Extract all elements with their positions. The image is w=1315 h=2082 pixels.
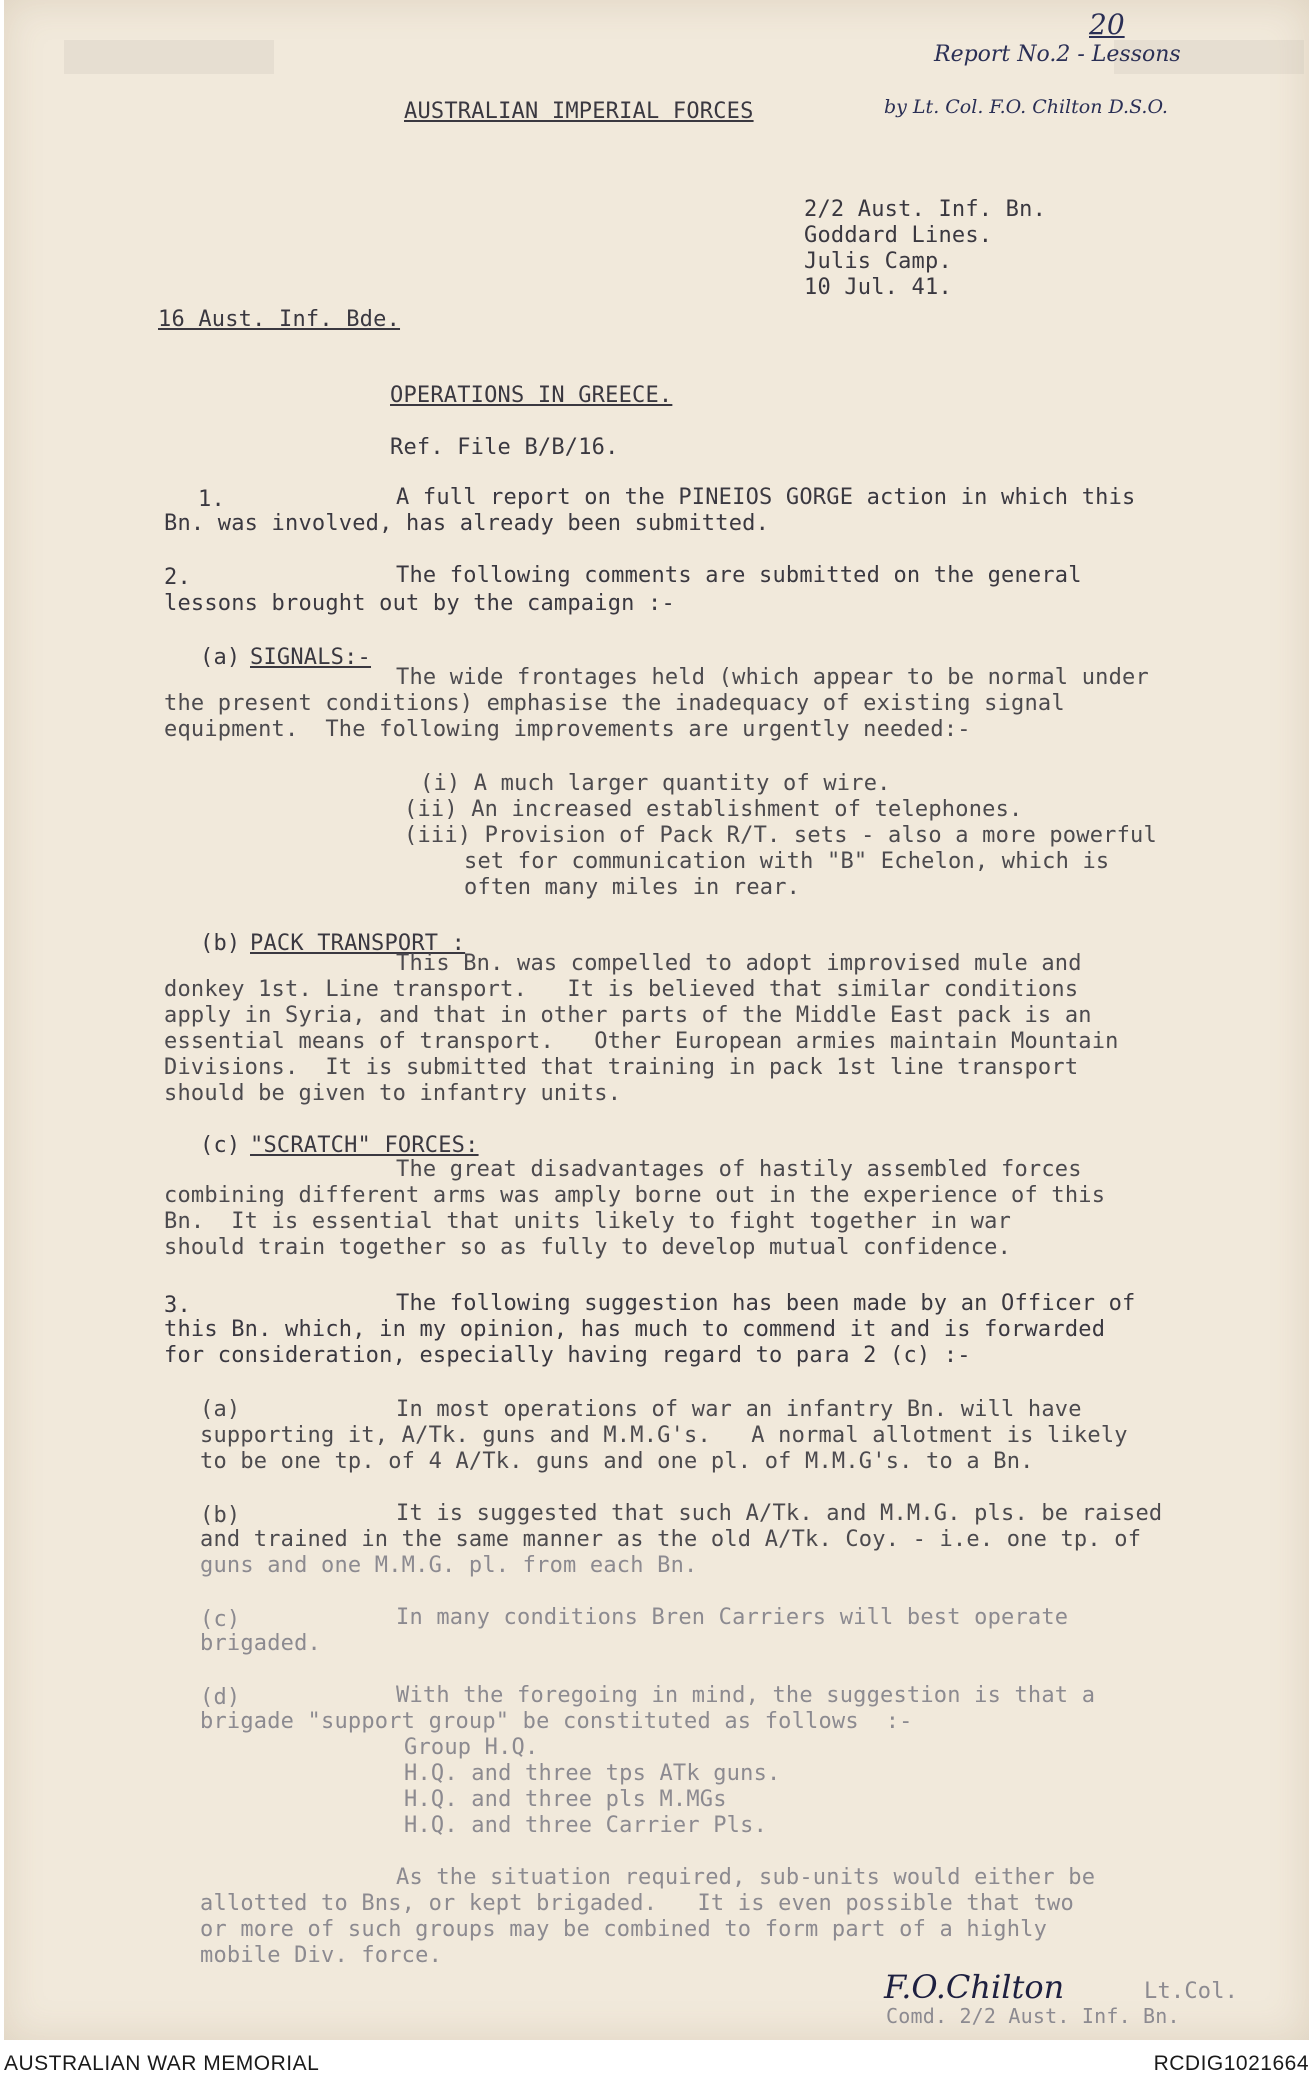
- para-number: 3.: [164, 1293, 191, 1318]
- list-item: (i) A much larger quantity of wire.: [420, 771, 891, 796]
- file-reference: Ref. File B/B/16.: [390, 435, 619, 460]
- footer-credit: AUSTRALIAN WAR MEMORIAL: [4, 2052, 320, 2075]
- addressee: 16 Aust. Inf. Bde.: [158, 307, 401, 332]
- sub-line: and trained in the same manner as the old A/Tk. Coy. - i.e. one tp. of: [200, 1527, 1142, 1552]
- section-line: This Bn. was compelled to adopt improvised mule and: [396, 951, 1082, 976]
- para-line: A full report on the PINEIOS GORGE action in which this: [396, 485, 1136, 510]
- signature-title: Comd. 2/2 Aust. Inf. Bn.: [886, 2004, 1180, 2028]
- document-page: [4, 0, 1309, 2040]
- para-line: lessons brought out by the campaign :-: [164, 591, 675, 616]
- sub-label: (a): [200, 1397, 241, 1422]
- section-line: Bn. It is essential that units likely to fight together in war: [164, 1209, 1012, 1234]
- section-line: should be given to infantry units.: [164, 1081, 622, 1106]
- para-line: The following comments are submitted on the general: [396, 563, 1082, 588]
- sub-line: In many conditions Bren Carriers will best operate: [396, 1605, 1069, 1630]
- sender-line: Goddard Lines.: [804, 223, 993, 248]
- section-line: equipment. The following improvements are urgently needed:-: [164, 717, 971, 742]
- sender-line: 10 Jul. 41.: [804, 275, 952, 300]
- sub-label: (b): [200, 1503, 241, 1528]
- section-line: apply in Syria, and that in other parts of the Middle East pack is an: [164, 1003, 1092, 1028]
- sub-line: In most operations of war an infantry Bn. will have: [396, 1397, 1082, 1422]
- signature: F.O.Chilton: [884, 1968, 1065, 2006]
- list-item: (iii) Provision of Pack R/T. sets - also a more powerful: [404, 823, 1157, 848]
- annotation-number: 20: [1089, 8, 1125, 41]
- section-label: (b): [200, 931, 241, 956]
- sender-line: Julis Camp.: [804, 249, 952, 274]
- para-line: this Bn. which, in my opinion, has much to commend it and is forwarded: [164, 1317, 1106, 1342]
- list-item: (ii) An increased establishment of telephones.: [404, 797, 1023, 822]
- list-item: often many miles in rear.: [464, 875, 801, 900]
- subject-title: OPERATIONS IN GREECE.: [390, 383, 673, 408]
- para-line: The following suggestion has been made by an Officer of: [396, 1291, 1136, 1316]
- closing-line: allotted to Bns, or kept brigaded. It is even possible that two: [200, 1891, 1074, 1916]
- section-label: (a): [200, 645, 241, 670]
- section-line: the present conditions) emphasise the inadequacy of existing signal: [164, 691, 1065, 716]
- sender-line: 2/2 Aust. Inf. Bn.: [804, 197, 1047, 222]
- para-number: 2.: [164, 565, 191, 590]
- closing-line: As the situation required, sub-units would either be: [396, 1865, 1096, 1890]
- closing-line: mobile Div. force.: [200, 1943, 443, 1968]
- section-line: donkey 1st. Line transport. It is believed that similar conditions: [164, 977, 1079, 1002]
- section-line: essential means of transport. Other European armies maintain Mountain: [164, 1029, 1119, 1054]
- section-title-signals: SIGNALS:-: [250, 645, 372, 670]
- sub-line: brigaded.: [200, 1631, 322, 1656]
- sub-line: It is suggested that such A/Tk. and M.M.G. pls. be raised: [396, 1501, 1163, 1526]
- sub-label: (d): [200, 1685, 241, 1710]
- support-group-item: Group H.Q.: [404, 1735, 539, 1760]
- signature-rank: Lt.Col.: [1144, 1979, 1239, 2004]
- support-group-item: H.Q. and three tps ATk guns.: [404, 1761, 781, 1786]
- section-line: should train together so as fully to develop mutual confidence.: [164, 1235, 1012, 1260]
- para-line: for consideration, especially having regard to para 2 (c) :-: [164, 1343, 971, 1368]
- footer-id: RCDIG1021664: [1153, 2052, 1309, 2075]
- document-heading: AUSTRALIAN IMPERIAL FORCES: [404, 99, 754, 124]
- sub-line: to be one tp. of 4 A/Tk. guns and one pl. of M.M.G's. to a Bn.: [200, 1449, 1034, 1474]
- sub-label: (c): [200, 1607, 241, 1632]
- para-number: 1.: [198, 487, 225, 512]
- list-item: set for communication with "B" Echelon, which is: [464, 849, 1110, 874]
- annotation-line-1: Report No.2 - Lessons: [934, 42, 1181, 67]
- bleed-through-mark: [64, 40, 274, 74]
- section-line: Divisions. It is submitted that training in pack 1st line transport: [164, 1055, 1079, 1080]
- section-line: The wide frontages held (which appear to be normal under: [396, 665, 1149, 690]
- sub-line: brigade "support group" be constituted as follows :-: [200, 1709, 913, 1734]
- para-line: Bn. was involved, has already been submitted.: [164, 511, 770, 536]
- section-line: The great disadvantages of hastily assembled forces: [396, 1157, 1082, 1182]
- sub-line: guns and one M.M.G. pl. from each Bn.: [200, 1553, 698, 1578]
- closing-line: or more of such groups may be combined to form part of a highly: [200, 1917, 1048, 1942]
- section-line: combining different arms was amply borne out in the experience of this: [164, 1183, 1106, 1208]
- support-group-item: H.Q. and three pls M.MGs: [404, 1787, 727, 1812]
- sub-line: supporting it, A/Tk. guns and M.M.G's. A normal allotment is likely: [200, 1423, 1128, 1448]
- sub-line: With the foregoing in mind, the suggestion is that a: [396, 1683, 1096, 1708]
- section-label: (c): [200, 1133, 241, 1158]
- annotation-line-2: by Lt. Col. F.O. Chilton D.S.O.: [884, 96, 1168, 118]
- section-title-pack-transport: PACK TRANSPORT :: [250, 931, 466, 956]
- section-title-scratch-forces: "SCRATCH" FORCES:: [250, 1133, 479, 1158]
- support-group-item: H.Q. and three Carrier Pls.: [404, 1813, 768, 1838]
